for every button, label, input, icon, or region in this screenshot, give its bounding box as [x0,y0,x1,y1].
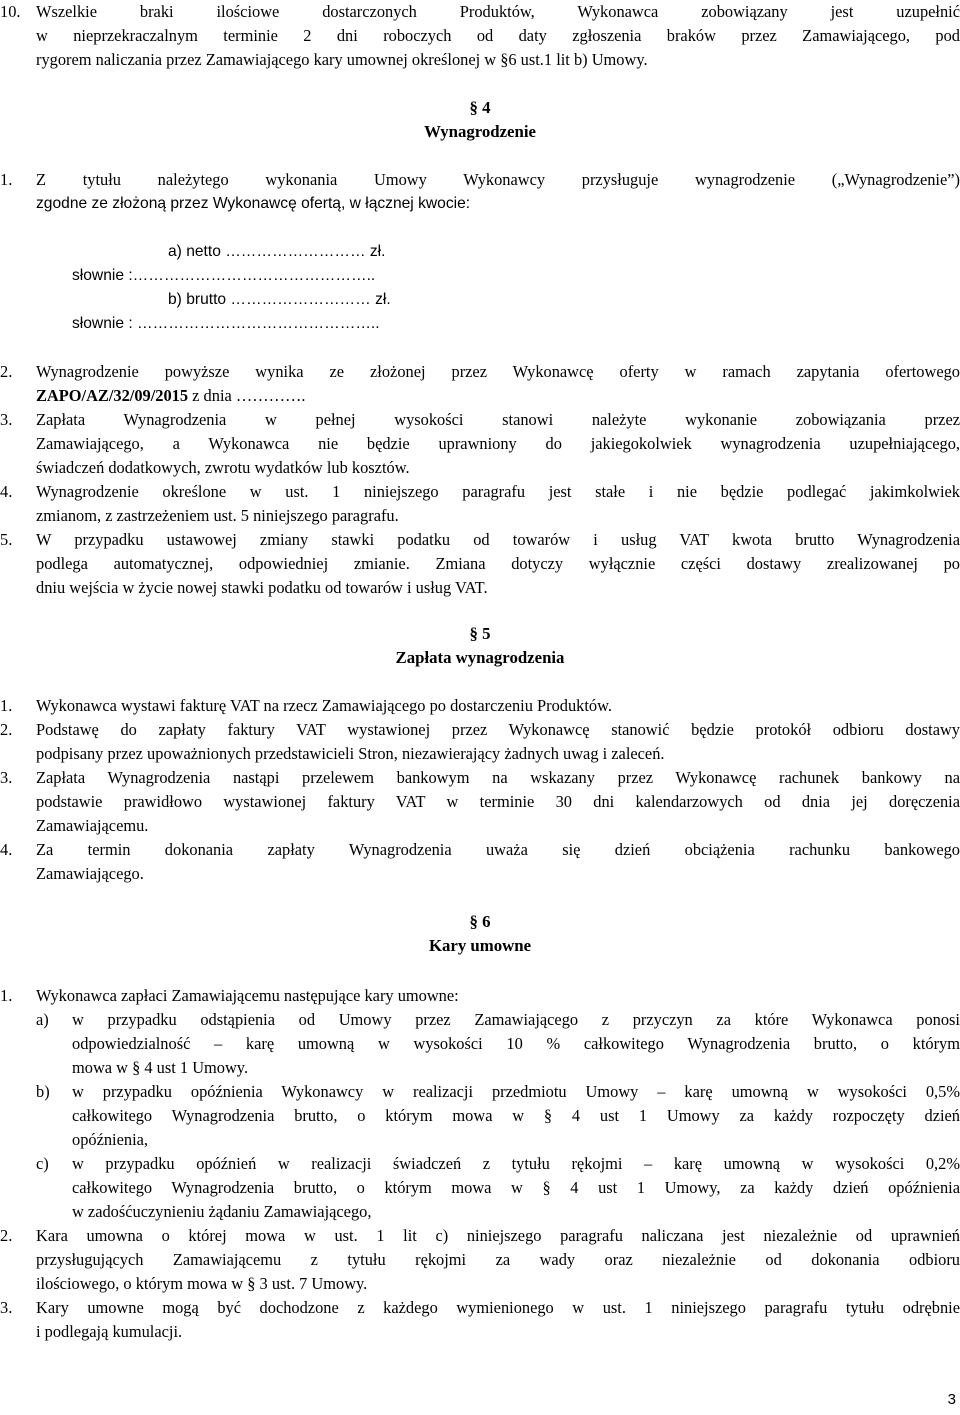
clause-number: 3. [0,768,13,787]
clause-text: Wynagrodzenie określone w ust. 1 niniejszego paragrafu jest stałe i nie będzie podlegać jakimkolwiek [36,482,960,501]
section-5-sign: § 5 [469,624,491,643]
item-text: w zadośćuczynieniu żądaniu Zamawiającego, [72,1202,372,1221]
clause-text: w nieprzekraczalnym terminie 2 dni roboczych od daty zgłoszenia braków przez Zamawiającego, pod [36,26,960,45]
amount-brutto-words: słownie : ……………………………………….. [72,315,380,332]
section-6-title: Kary umowne [428,936,532,955]
clause-text: z dnia …………. [188,386,306,405]
clause-text: Zamawiającemu. [36,816,149,835]
clause-text: i podlegają kumulacji. [36,1322,183,1341]
clause-text: Wynagrodzenie powyższe wynika ze złożonej przez Wykonawcę oferty w ramach zapytania ofertowego [36,362,960,381]
item-label: b) [36,1082,50,1101]
clause-text: Zapłata Wynagrodzenia w pełnej wysokości stanowi należyte wykonanie zobowiązania przez [36,410,960,429]
item-text: całkowitego Wynagrodzenia brutto, o którym mowa w § 4 ust 1 Umowy, za każdy dzień opóźnienia [72,1178,960,1197]
clause-number: 2. [0,720,13,739]
clause-text: Podstawę do zapłaty faktury VAT wystawionej przez Wykonawcę stanowić będzie protokół odbioru dostawy [36,720,960,739]
clause-text: W przypadku ustawowej zmiany stawki podatku od towarów i usług VAT kwota brutto Wynagrodzenia [36,530,960,549]
clause-text: podstawie prawidłowo wystawionej faktury VAT w terminie 30 dni kalendarzowych od dnia jej doręczenia [36,792,960,811]
clause-text: Zapłata Wynagrodzenia nastąpi przelewem bankowym na wskazany przez Wykonawcę rachunek bankowy na [36,768,960,787]
clause-number: 1. [0,986,13,1005]
clause-number: 4. [0,482,13,501]
item-label: c) [36,1154,49,1173]
page-number: 3 [947,1391,956,1408]
item-text: mowa w § 4 ust 1 Umowy. [72,1058,249,1077]
clause-text: zgodne ze złożoną przez Wykonawcę ofertą, w łącznej kwocie: [36,195,471,212]
clause-number: 5. [0,530,13,549]
section-4-title: Wynagrodzenie [424,122,536,141]
clause-number: 3. [0,1298,13,1317]
clause-text: ilościowego, o którym mowa w § 3 ust. 7 Umowy. [36,1274,368,1293]
clause-text: Wykonawca wystawi fakturę VAT na rzecz Zamawiającego po dostarczeniu Produktów. [36,696,612,715]
inquiry-reference: ZAPO/AZ/32/09/2015 [36,386,189,405]
clause-number: 1. [0,696,13,715]
amount-netto: a) netto ……………………… zł. [168,243,386,260]
clause-text: przysługujących Zamawiającemu z tytułu rękojmi za wady oraz niezależnie od dokonania odbioru [36,1250,960,1269]
clause-number: 10. [0,2,21,21]
clause-text: zmianom, z zastrzeżeniem ust. 5 niniejszego paragrafu. [36,506,399,525]
clause-text: Kary umowne mogą być dochodzone z każdego wymienionego w ust. 1 niniejszego paragrafu tytułu odrębnie [36,1298,960,1317]
item-text: opóźnienia, [72,1130,149,1149]
clause-text: Wszelkie braki ilościowe dostarczonych Produktów, Wykonawca zobowiązany jest uzupełnić [36,2,960,21]
clause-text: rygorem naliczania przez Zamawiającego kary umownej określonej w §6 ust.1 lit b) Umowy. [36,50,648,69]
clause-number: 2. [0,1226,13,1245]
clause-text: podpisany przez upoważnionych przedstawicieli Stron, niezawierający żadnych uwag i zaleceń. [36,744,665,763]
section-6-sign: § 6 [469,912,491,931]
clause-text: dniu wejścia w życie nowej stawki podatku od towarów i usług VAT. [36,578,488,597]
clause-text: Zamawiającego. [36,864,144,883]
clause-number: 2. [0,362,13,381]
clause-number: 3. [0,410,13,429]
clause-text: Z tytułu należytego wykonania Umowy Wykonawcy przysługuje wynagrodzenie („Wynagrodzenie”) [36,170,960,189]
item-label: a) [36,1010,49,1029]
item-text: całkowitego Wynagrodzenia brutto, o którym mowa w § 4 ust 1 Umowy za każdy rozpoczęty dzień [72,1106,960,1125]
amount-netto-words: słownie :……………………………………….. [72,267,376,284]
clause-text: świadczeń dodatkowych, zwrotu wydatków lub kosztów. [36,458,410,477]
amount-brutto: b) brutto ……………………… zł. [168,291,391,308]
clause-text: Zamawiającego, a Wykonawca nie będzie uprawniony do jakiegokolwiek wynagrodzenia uzupełniającego, [36,434,960,453]
item-text: odpowiedzialność – karę umowną w wysokości 10 % całkowitego Wynagrodzenia brutto, o którym [72,1034,960,1053]
section-4-sign: § 4 [469,98,491,117]
section-5-title: Zapłata wynagrodzenia [395,648,565,667]
clause-number: 4. [0,840,13,859]
clause-text: Kara umowna o której mowa w ust. 1 lit c) niniejszego paragrafu naliczana jest niezależnie od uprawnień [36,1226,960,1245]
clause-text: podlega automatycznej, odpowiedniej zmianie. Zmiana dotyczy wyłącznie części dostawy zrealizowanej po [36,554,960,573]
clause-text: Wykonawca zapłaci Zamawiającemu następujące kary umowne: [36,986,459,1005]
item-text: w przypadku opóźnienia Wykonawcy w realizacji przedmiotu Umowy – karę umowną w wysokości 0,5% [72,1082,960,1101]
clause-number: 1. [0,170,13,189]
item-text: w przypadku odstąpienia od Umowy przez Zamawiającego z przyczyn za które Wykonawca ponosi [72,1010,960,1029]
item-text: w przypadku opóźnień w realizacji świadczeń z tytułu rękojmi – karę umowną w wysokości 0,2% [72,1154,960,1173]
clause-text: Za termin dokonania zapłaty Wynagrodzenia uważa się dzień obciążenia rachunku bankowego [36,840,960,859]
